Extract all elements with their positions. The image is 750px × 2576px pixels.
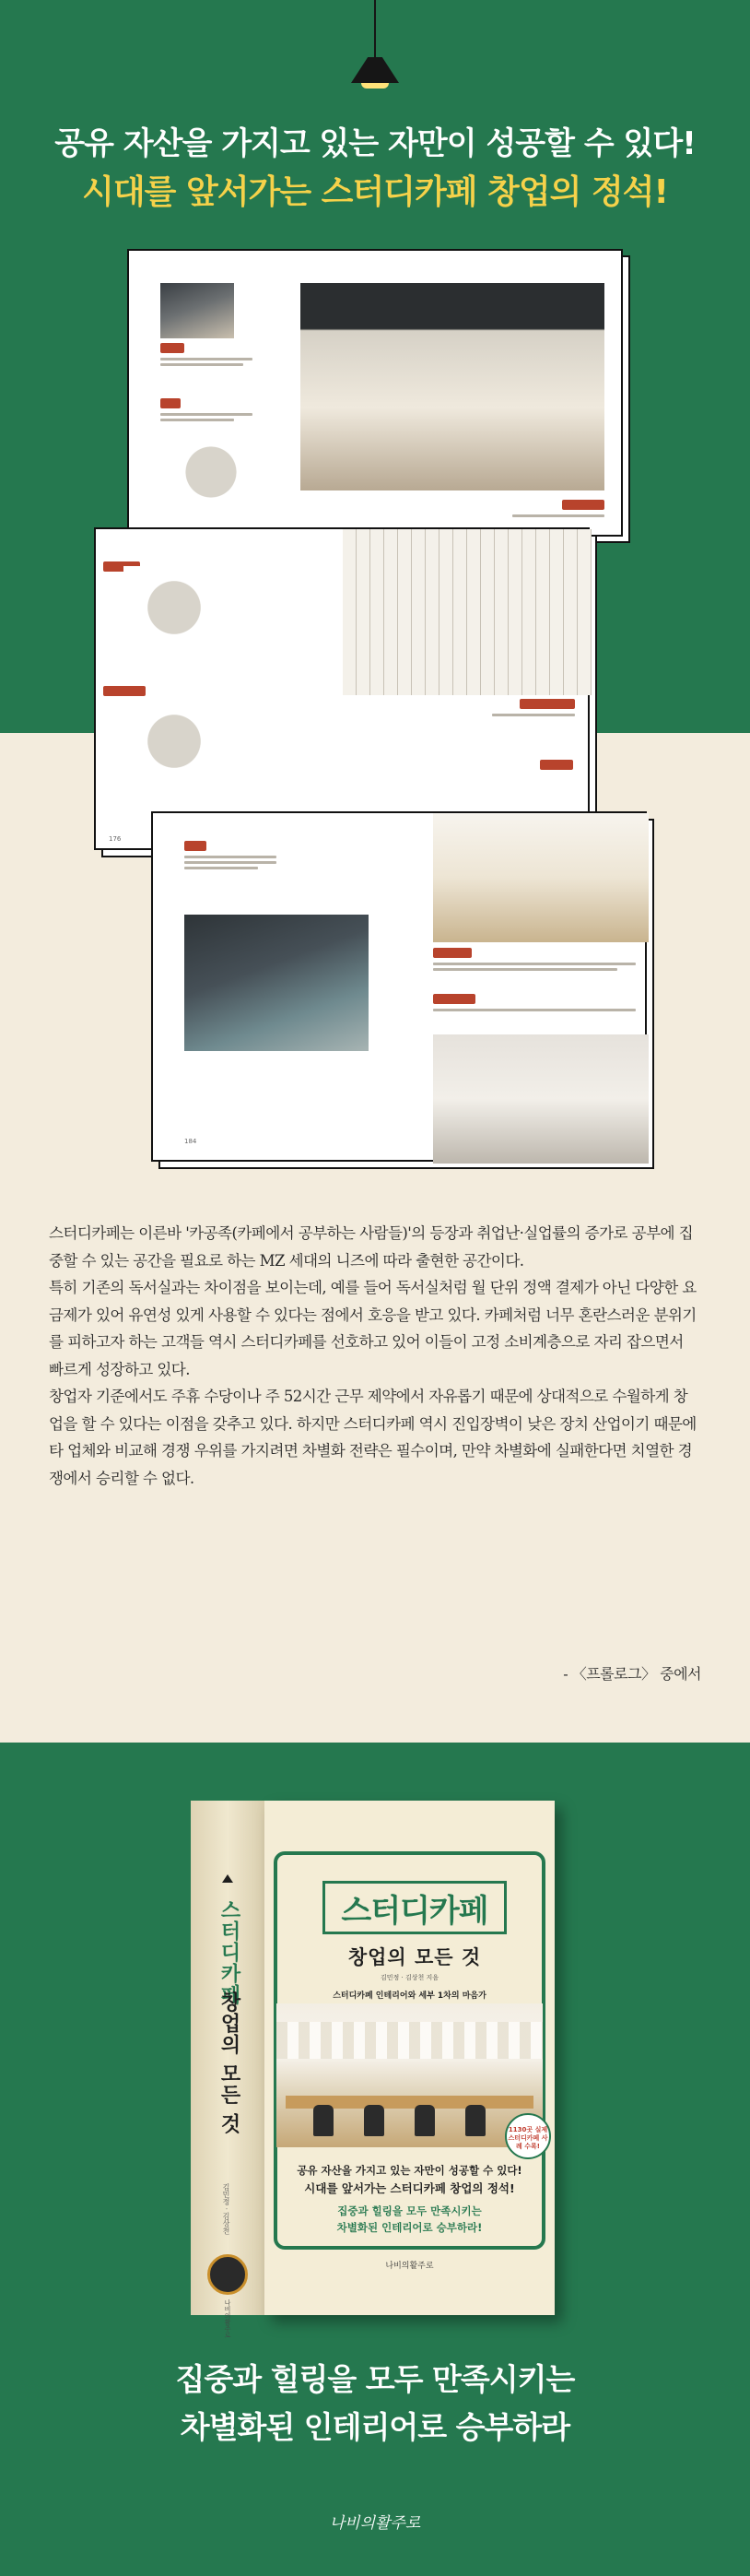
publisher-logo-icon xyxy=(207,2254,248,2295)
spine-title: 스터디카페 xyxy=(217,1899,240,2005)
excerpt-source: - 〈프롤로그〉 중에서 xyxy=(563,1665,701,1683)
spine-subtitle: 창업의 모든 것 xyxy=(217,1991,240,2135)
spread-2-photo-locker xyxy=(343,529,592,695)
cover-badge: 1130곳 실제 스터디카페 사례 수록! xyxy=(505,2113,551,2159)
headline-line-2: 시대를 앞서가는 스터디카페 창업의 정석! xyxy=(82,173,668,211)
spread-1-photo-main xyxy=(300,283,604,490)
cover-tagline: 스터디카페 인테리어와 세부 1차의 마음가 xyxy=(333,1991,486,2001)
cover-publisher: 나비의활주로 xyxy=(385,2262,434,2271)
spread-2-floorplan-2 xyxy=(123,700,225,783)
excerpt-paragraph: 창업자 기준에서도 주휴 수당이나 주 52시간 근무 제약에서 자유롭기 때문에 상대적으로 수월하게 창업을 할 수 있다는 이점을 갖추고 있다. 하지만 스터디카페 역시 진입장벽이 낮은 장치 산업이기 때문에 타 업체와 비교해 경쟁 우위를 가지려면 차별화 전략은 필수이며, 만약 차별화에 실패한다면 치열한 경쟁에서 승리할 수 없다. xyxy=(49,1388,697,1487)
cover-copy-3: 집중과 힐링을 모두 만족시키는 xyxy=(337,2204,482,2217)
excerpt-text xyxy=(49,1220,701,1492)
headline-line-1: 공유 자산을 가지고 있는 자만이 성공할 수 있다! xyxy=(54,125,696,162)
cover-copy-4: 차별화된 인테리어로 승부하라! xyxy=(336,2221,483,2234)
cover-copy-1: 공유 자산을 가지고 있는 자만이 성공할 수 있다! xyxy=(297,2164,522,2177)
spine-triangle-icon xyxy=(222,1874,233,1883)
spread-2: 176 xyxy=(94,527,590,850)
spread-3-photo-room xyxy=(184,915,369,1051)
excerpt-paragraph: 스터디카페는 이른바 '카공족(카페에서 공부하는 사람들)'의 등장과 취업난·실업률의 증가로 공부에 집중할 수 있는 공간을 필요로 하는 MZ 세대의 니즈에 따라 출현한 공간이다. xyxy=(49,1224,694,1270)
slogan-line-1: 집중과 힐링을 모두 만족시키는 xyxy=(175,2361,575,2397)
spread-1 xyxy=(127,249,623,537)
cover-copy-2: 시대를 앞서가는 스터디카페 창업의 정석! xyxy=(304,2181,515,2195)
slogan-line-2: 차별화된 인테리어로 승부하라 xyxy=(180,2409,570,2445)
cover-subtitle: 창업의 모든 것 xyxy=(347,1946,482,1968)
spread-3-photo-hall xyxy=(433,1034,649,1164)
spread-1-tag xyxy=(160,343,184,353)
excerpt-paragraph: 특히 기존의 독서실과는 차이점을 보이는데, 예를 들어 독서실처럼 월 단위 정액 결제가 아닌 다양한 요금제가 있어 유연성 있게 사용할 수 있다는 점에서 호응을 받고 있다. 카페처럼 너무 혼란스러운 분위기를 피하고자 하는 고객들 역시 스터디카페를 선호하고 있어 이들이 고정 소비계층으로 자리 잡으면서 빠르게 성장하고 있다. xyxy=(49,1279,697,1378)
spread-1-floorplan xyxy=(160,435,262,509)
cover-photo xyxy=(276,2003,543,2147)
spread-3: 184 xyxy=(151,811,647,1162)
spread-3-photo-bright xyxy=(433,813,649,942)
spread-2-floorplan-1 xyxy=(123,566,225,649)
spread-1-photo-small xyxy=(160,283,234,338)
cover-author: 김민정 · 김상천 지음 xyxy=(381,1974,439,1981)
publisher-logo-text: 나비의활주로 xyxy=(329,2514,421,2533)
spine-author: 김민정 · 김상천 xyxy=(222,2183,230,2235)
cover-title: 스터디카페 xyxy=(341,1893,488,1930)
spine-publisher: 나비의활주로 xyxy=(224,2299,231,2338)
